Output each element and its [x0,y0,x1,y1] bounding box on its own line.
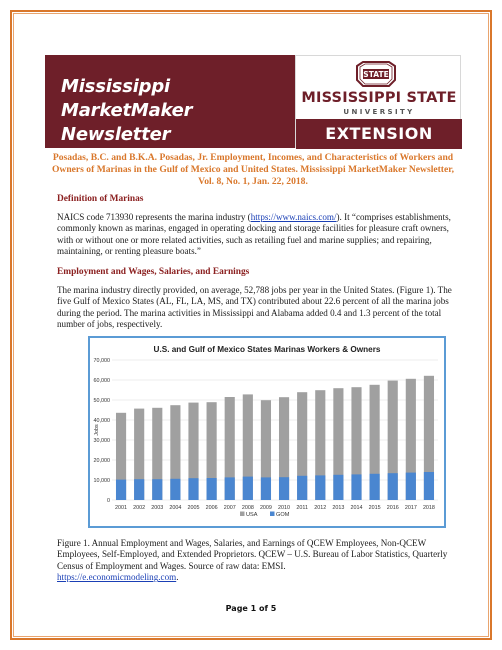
chart-y-axis-title: Jobs [94,424,100,436]
legend-label: GOM [276,512,290,518]
x-tick-label: 2002 [133,505,146,511]
bar-gom [134,479,144,500]
legend-swatch [270,512,275,517]
bar-gom [424,472,434,500]
x-tick-label: 2006 [205,505,218,511]
bar-gom [207,478,217,500]
article-citation: Posadas, B.C. and B.K.A. Posadas, Jr. Employment, Incomes, and Characteristics of Workers and Owners of Marinas in the Gulf of Mexico and United States. Mississippi MarketMaker Newsletter, Vol. 8, No. 1, Jan. 22, 2018. [51,152,455,187]
y-tick-label: 50,000 [93,398,110,404]
bar-gom [188,478,198,500]
heading-definition: Definition of Marinas [57,194,144,204]
caption-text: Figure 1. Annual Employment and Wages, Salaries, and Earnings of QCEW Employees, Non-QCEW Employees, Self-Employed, and Extended Proprietors. QCEW – U.S. Bureau of Labor Statistics, Quarterly Census of Employment and Wages. Source of raw data: EMSI. [57,538,448,571]
bar-gom [388,473,398,500]
paragraph-definition [57,212,452,258]
bar-gom [333,475,343,500]
naics-link[interactable]: https://www.naics.com/ [250,212,337,222]
x-tick-label: 2009 [259,505,272,511]
bar-gom [406,473,416,500]
chart-title: U.S. and Gulf of Mexico States Marinas Workers & Owners [153,345,381,354]
bar-gom [315,475,325,500]
banner-title-line2: Newsletter [61,124,171,145]
bar-gom [351,474,361,500]
y-tick-label: 60,000 [93,378,110,384]
bar-gom [370,474,380,500]
jobs-chart-svg [90,338,444,526]
x-tick-label: 2018 [422,505,435,511]
definition-text-end: ). It “comprises establishments, commonly known as marinas, engaged in operating docking and storage facilities for pleasure craft owners, with or without one or more related activities, such as retailing fuel and marine supplies; and repairing, maintaining, or renting pleasure boats.” [57,212,451,257]
legend-swatch [240,512,245,517]
definition-text-start: NAICS code 713930 represents the marina industry ( [57,212,251,222]
x-tick-label: 2014 [350,505,363,511]
x-tick-label: 2016 [386,505,399,511]
jobs-chart [88,336,446,528]
msu-seal-logo [351,60,401,88]
bar-gom [243,477,253,500]
emsi-link[interactable]: https://e.economicmodeling.com [57,572,177,583]
bar-gom [279,477,289,500]
bar-gom [225,477,235,500]
x-tick-label: 2013 [332,505,345,511]
banner-title-panel [45,55,295,148]
x-tick-label: 2011 [296,505,308,511]
legend-label: USA [246,512,258,518]
bar-gom [297,476,307,500]
bar-gom [152,479,162,500]
figure-caption: Figure 1. Annual Employment and Wages, Salaries, and Earnings of QCEW Employees, Non-QCEW Employees, Self-Employed, and Extended Proprietors. QCEW – U.S. Bureau of Labor Statistics, Quarterly Census of Employment and Wages. Source of raw data: EMSI. https://e.economicmodeling.com. [57,538,448,583]
paragraph-employment: The marina industry directly provided, on average, 52,788 jobs per year in the United States. (Figure 1). The five Gulf of Mexico States (AL, FL, LA, MS, and TX) contributed about 22.6 percent of all the marina jobs during the period. The marina activities in Mississippi and Alabama added 0.4 and 1.3 percent of the total number of jobs, respectively. [57,285,452,330]
x-tick-label: 2001 [115,505,128,511]
y-tick-label: 20,000 [93,458,110,464]
bar-gom [261,477,271,500]
x-tick-label: 2007 [223,505,236,511]
x-tick-label: 2004 [169,505,182,511]
x-tick-label: 2017 [404,505,417,511]
university-name: MISSISSIPPI STATE [301,90,457,106]
y-tick-label: 40,000 [93,418,110,424]
bar-gom [170,479,180,500]
y-tick-label: 30,000 [93,438,110,444]
page-number: Page 1 of 5 [225,604,277,613]
bar-gom [116,480,126,500]
x-tick-label: 2010 [278,505,291,511]
x-tick-label: 2005 [187,505,200,511]
x-tick-label: 2008 [241,505,254,511]
seal-text: STATE [363,70,389,79]
x-tick-label: 2015 [368,505,381,511]
msu-extension-logo [295,55,461,148]
y-tick-label: 0 [107,498,110,504]
x-tick-label: 2012 [314,505,327,511]
newsletter-banner [45,55,461,148]
x-tick-label: 2003 [151,505,164,511]
heading-employment: Employment and Wages, Salaries, and Earnings [57,267,250,277]
banner-title-line1: Mississippi MarketMaker [61,76,193,121]
y-tick-label: 70,000 [93,358,110,364]
y-tick-label: 10,000 [93,478,110,484]
extension-label: EXTENSION [296,119,462,149]
university-word: UNIVERSITY [343,108,415,116]
